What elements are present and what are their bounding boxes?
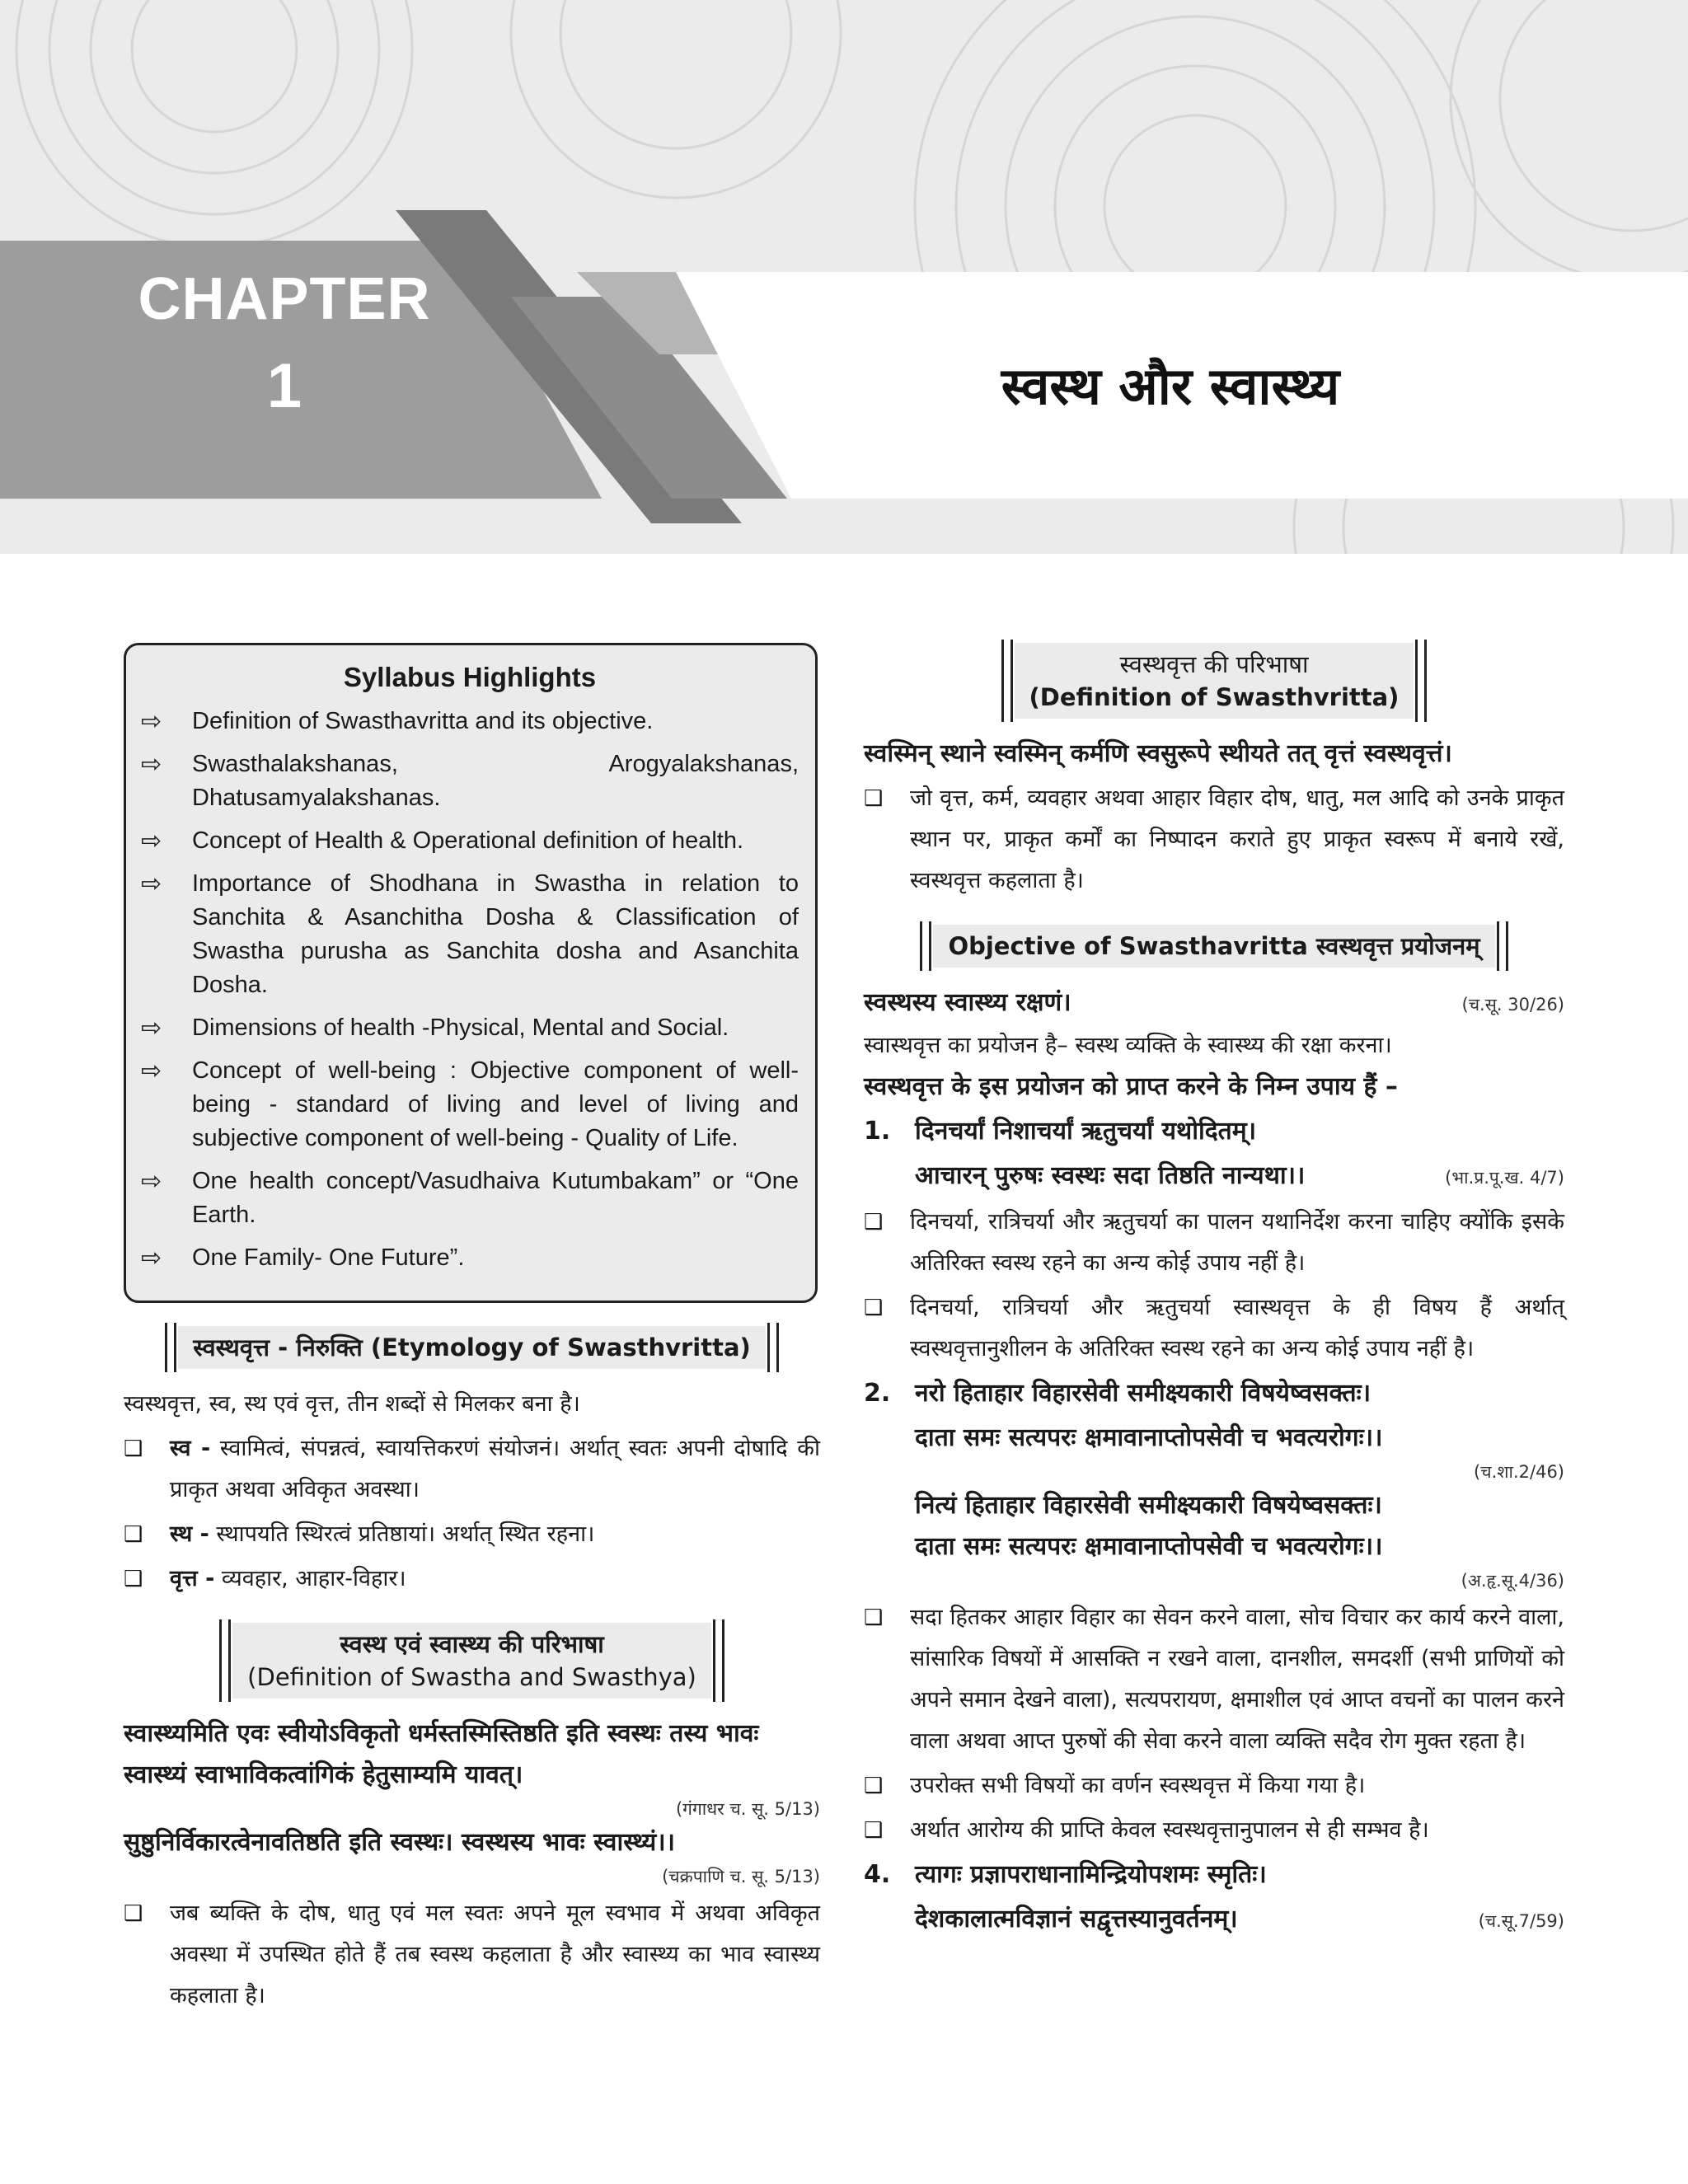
chapter-banner (0, 0, 1688, 554)
chapter-number: 1 (266, 351, 302, 421)
reference: (च.सू.7/59) (1478, 1911, 1564, 1931)
swasthvritta-heading-wrap (864, 643, 1564, 719)
arrow-icon: ⇨ (141, 870, 162, 898)
swastha-verse-2: सुष्ठुनिर्विकारत्वेनावतिष्ठति इति स्वस्थः। स्वस्थस्य भावः स्वास्थ्यं।। (124, 1828, 676, 1857)
arrow-icon: ⇨ (141, 1015, 162, 1042)
list-item: ❑ स्व - स्वामित्वं, संपन्नत्वं, स्वायत्तिकरणं संयोजनं। अर्थात् स्वतः अपनी दोषादि की प्राकृत अथवा अविकृत अवस्था। (124, 1428, 820, 1511)
chapter-label: CHAPTER (138, 266, 431, 332)
objective-verse: स्वस्थस्य स्वास्थ्य रक्षणं। (च.सू. 30/26) (864, 982, 1564, 1025)
etymology-intro: स्वस्थवृत्त, स्व, स्थ एवं वृत्त, तीन शब्दों से मिलकर बना है। (124, 1391, 580, 1417)
checkbox-bullet-icon: ❑ (124, 1901, 143, 1926)
arrow-icon: ⇨ (141, 1168, 162, 1195)
verse-line: दाता समः सत्यपरः क्षमावानाप्तोपसेवी च भवत्यरोगः।। (915, 1532, 1383, 1561)
syllabus-item: ⇨ Dimensions of health -Physical, Mental and Social. (141, 1011, 799, 1045)
etymology-heading: स्वस्थवृत्त - निरुक्ति (Etymology of Swasthvritta) (178, 1326, 766, 1369)
checkbox-bullet-icon: ❑ (864, 1774, 884, 1798)
checkbox-bullet-icon: ❑ (864, 1605, 884, 1630)
checkbox-bullet-icon: ❑ (864, 786, 884, 811)
etymology-heading-wrap (124, 1326, 820, 1369)
arrow-icon: ⇨ (141, 1244, 162, 1272)
syllabus-item: ⇨ One Family- One Future”. (141, 1241, 799, 1275)
objective-heading: Objective of Swasthavritta स्वस्थवृत्त प्रयोजनम् (933, 925, 1494, 968)
verse-line: आचारन् पुरुषः स्वस्थः सदा तिष्ठति नान्यथा।। (भा.प्र.पू.ख. 4/7) (864, 1155, 1564, 1198)
reference: (गंगाधर च. सू. 5/13) (675, 1799, 820, 1819)
swasthvritta-verse: स्वस्मिन् स्थाने स्वस्मिन् कर्मणि स्वसुरूपे स्थीयते तत् वृत्तं स्वस्थवृत्तं। (864, 739, 1452, 768)
syllabus-item: ⇨ One health concept/Vasudhaiva Kutumbakam” or “One Earth. (141, 1165, 799, 1232)
syllabus-item: ⇨ Concept of well-being : Objective component of well-being - standard of living and level of living and subjective component of well-being - Quality of Life. (141, 1054, 799, 1155)
syllabus-item: ⇨ Swasthalakshanas, Arogyalakshanas, Dhatusamyalakshanas. (141, 748, 799, 815)
checkbox-bullet-icon: ❑ (124, 1567, 143, 1591)
means-heading: स्वस्थवृत्त के इस प्रयोजन को प्राप्त करने के निम्न उपाय हैं – (864, 1072, 1398, 1101)
syllabus-highlights-box (124, 643, 818, 1303)
numbered-verse: 1. दिनचर्यां निशाचर्यां ऋतुचर्यां यथोदितम्। (864, 1117, 1257, 1146)
swasthvritta-definition-heading: स्वस्थवृत्त की परिभाषा (Definition of Swasthvritta) (1015, 643, 1414, 719)
reference: (अ.हृ.सू.4/36) (1461, 1571, 1564, 1591)
arrow-icon: ⇨ (141, 751, 162, 778)
list-item: ❑ दिनचर्या, रात्रिचर्या और ऋतुचर्या स्वास्थवृत्त के ही विषय हैं अर्थात् स्वस्थवृत्तानुशीलन के अतिरिक्त स्वस्थ रहने का अन्य कोई उपाय नहीं है। (864, 1287, 1564, 1370)
objective-purpose: स्वास्थवृत्त का प्रयोजन है– स्वस्थ व्यक्ति के स्वास्थ्य की रक्षा करना। (864, 1033, 1392, 1058)
syllabus-item: ⇨ Concept of Health & Operational definition of health. (141, 824, 799, 858)
list-item: ❑ दिनचर्या, रात्रिचर्या और ऋतुचर्या का पालन यथानिर्देश करना चाहिए क्योंकि इसके अतिरिक्त स्वस्थ रहने का अन्य कोई उपाय नहीं है। (864, 1202, 1564, 1284)
syllabus-item: ⇨ Definition of Swasthavritta and its objective. (141, 705, 799, 738)
reference: (च.सू. 30/26) (1461, 995, 1564, 1015)
list-item: ❑ स्थ - स्थापयति स्थिरत्वं प्रतिष्ठायां। अर्थात् स्थित रहना। (124, 1514, 820, 1555)
swastha-verse-1: स्वास्थ्यमिति एवः स्वीयोऽविकृतो धर्मस्तस्मिस्तिष्ठति इति स्वस्थः तस्य भावः स्वास्थ्यं स्वाभाविकत्वांगिकं हेतुसाम्यमि यावत्। (124, 1719, 759, 1789)
list-item: ❑ उपरोक्त सभी विषयों का वर्णन स्वस्थवृत्त में किया गया है। (864, 1765, 1564, 1807)
list-item: ❑ सदा हितकर आहार विहार का सेवन करने वाला, सोच विचार कर कार्य करने वाला, सांसारिक विषयों में आसक्ति न रखने वाला, दानशील, समदर्शी (सभी प्राणियों को अपने समान देखने वाला), सत्यपरायण, क्षमाशील एवं आप्त वचनों का पालन करने वाला अथवा आप्त पुरुषों की सेवा करने वाला व्यक्ति सदैव रोग मुक्त रहता है। (864, 1597, 1564, 1762)
swastha-definition-heading: स्वस्थ एवं स्वास्थ्य की परिभाषा (Definition of Swastha and Swasthya) (232, 1623, 711, 1699)
verse-line: देशकालात्मविज्ञानं सद्वृत्तस्यानुवर्तनम्। (च.सू.7/59) (864, 1899, 1564, 1942)
numbered-verse: 4. त्यागः प्रज्ञापराधानामिन्द्रियोपशमः स्मृतिः। (864, 1860, 1267, 1889)
reference: (चक्रपाणि च. सू. 5/13) (662, 1867, 820, 1886)
reference: (भा.प्र.पू.ख. 4/7) (1445, 1168, 1564, 1188)
arrow-icon: ⇨ (141, 1057, 162, 1085)
arrow-icon: ⇨ (141, 708, 162, 735)
checkbox-bullet-icon: ❑ (864, 1296, 884, 1320)
swastha-heading-wrap (124, 1623, 820, 1699)
verse-line: नित्यं हिताहार विहारसेवी समीक्ष्यकारी विषयेष्वसक्तः। (915, 1491, 1382, 1520)
arrow-icon: ⇨ (141, 827, 162, 855)
left-column (124, 643, 820, 2020)
list-item: ❑ अर्थात आरोग्य की प्राप्ति केवल स्वस्थवृत्तानुपालन से ही सम्भव है। (864, 1810, 1564, 1851)
checkbox-bullet-icon: ❑ (124, 1436, 143, 1461)
list-item: ❑ जब ब्यक्ति के दोष, धातु एवं मल स्वतः अपने मूल स्वभाव में अथवा अविकृत अवस्था में उपस्थित होते हैं तब स्वस्थ कहलाता है और स्वास्थ्य का भाव स्वास्थ्य कहलाता है। (124, 1893, 820, 2017)
list-item: ❑ जो वृत्त, कर्म, व्यवहार अथवा आहार विहार दोष, धातु, मल आदि को उनके प्राकृत स्थान पर, प्राकृत कर्मों का निष्पादन कराते हुए प्राकृत स्वरूप में बनाये रखें, स्वस्थवृत्त कहलाता है। (864, 778, 1564, 902)
list-item: ❑ वृत्त - व्यवहार, आहार-विहार। (124, 1558, 820, 1600)
checkbox-bullet-icon: ❑ (864, 1210, 884, 1235)
checkbox-bullet-icon: ❑ (864, 1818, 884, 1843)
objective-heading-wrap (864, 925, 1564, 968)
verse-line: दाता समः सत्यपरः क्षमावानाप्तोपसेवी च भवत्यरोगः।। (915, 1423, 1383, 1452)
reference: (च.शा.2/46) (1474, 1462, 1564, 1482)
syllabus-item: ⇨ Importance of Shodhana in Swastha in relation to Sanchita & Asanchitha Dosha & Classification of Swastha purusha as Sanchita dosha and Asanchita Dosha. (141, 867, 799, 1002)
right-column (864, 643, 1564, 1942)
numbered-verse: 2. नरो हिताहार विहारसेवी समीक्ष्यकारी विषयेष्वसक्तः। (864, 1379, 1372, 1408)
chapter-title: स्वस्थ और स्वास्थ्य (1001, 356, 1340, 416)
checkbox-bullet-icon: ❑ (124, 1522, 143, 1547)
syllabus-title: Syllabus Highlights (343, 662, 597, 692)
